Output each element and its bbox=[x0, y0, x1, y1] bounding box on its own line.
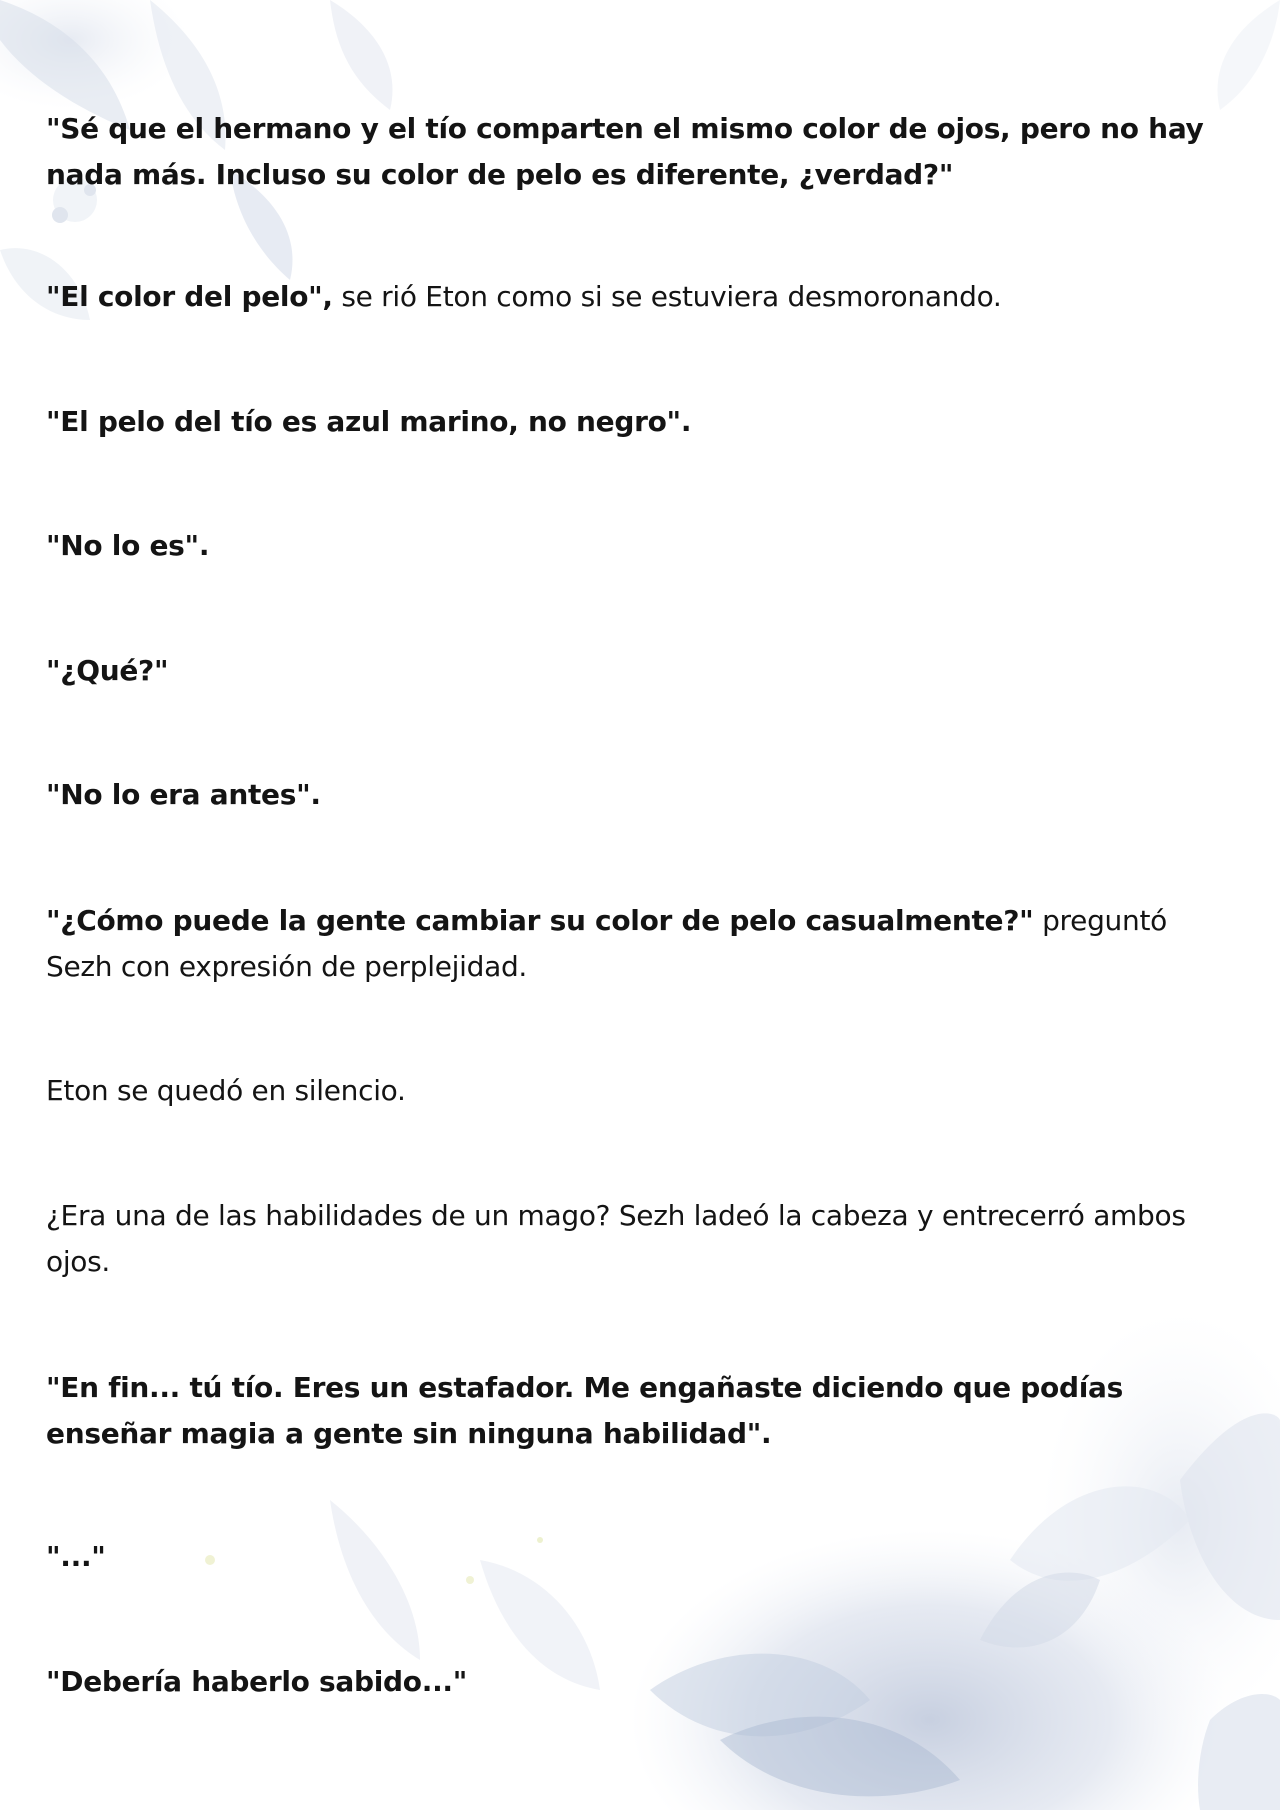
dialogue-text: "El pelo del tío es azul marino, no negro". bbox=[46, 405, 692, 438]
narration-text: preguntó Sezh con expresión de perplejidad. bbox=[46, 904, 1167, 983]
paragraph bbox=[46, 399, 1241, 445]
dialogue-text: "En fin... tú tío. Eres un estafador. Me engañaste diciendo que podías enseñar magia a gente sin ninguna habilidad". bbox=[46, 1371, 1123, 1450]
dialogue-text: "No lo es". bbox=[46, 529, 210, 562]
paragraph bbox=[46, 1365, 1241, 1457]
dialogue-text: "..." bbox=[46, 1540, 106, 1573]
paragraph bbox=[46, 898, 1241, 990]
narration-text: se rió Eton como si se estuviera desmoronando. bbox=[332, 280, 1002, 313]
paragraph bbox=[46, 106, 1241, 198]
dialogue-text: "No lo era antes". bbox=[46, 778, 321, 811]
paragraph bbox=[46, 1659, 1241, 1705]
dialogue-text: "¿Qué?" bbox=[46, 654, 169, 687]
narration-text: Eton se quedó en silencio. bbox=[46, 1074, 406, 1107]
paragraph bbox=[46, 648, 1241, 694]
paragraph bbox=[46, 1534, 1241, 1580]
dialogue-text: "¿Cómo puede la gente cambiar su color de pelo casualmente?" bbox=[46, 904, 1034, 937]
paragraph bbox=[46, 1193, 1241, 1285]
dialogue-text: "Debería haberlo sabido..." bbox=[46, 1665, 468, 1698]
paragraph bbox=[46, 772, 1241, 818]
narration-text: ¿Era una de las habilidades de un mago? Sezh ladeó la cabeza y entrecerró ambos ojos. bbox=[46, 1199, 1186, 1278]
dialogue-text: "El color del pelo", bbox=[46, 280, 333, 313]
paragraph bbox=[46, 523, 1241, 569]
dialogue-text: "Sé que el hermano y el tío comparten el mismo color de ojos, pero no hay nada más. Incluso su color de pelo es diferente, ¿verdad?" bbox=[46, 112, 1204, 191]
paragraph bbox=[46, 1068, 1241, 1114]
paragraph bbox=[46, 274, 1241, 320]
